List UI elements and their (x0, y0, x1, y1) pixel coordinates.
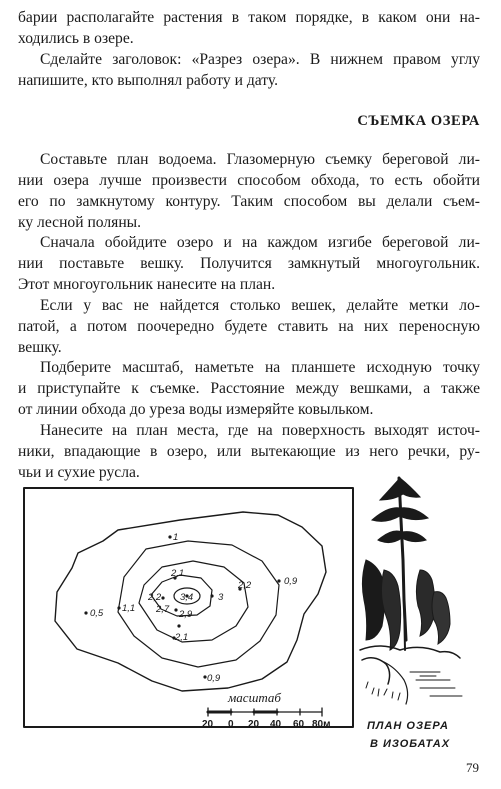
text-line: и приступайте к съемке. Расстояние между вешками, а также (18, 380, 480, 397)
text-line: чьи и сухие русла. (18, 464, 140, 481)
scale-tick: 20 (202, 719, 214, 730)
text-line: Этот многоугольник нанесите на план. (18, 276, 276, 293)
page-number: 79 (466, 760, 479, 775)
depth-label: 0,5 (90, 608, 104, 619)
text-line: ники, впадающие в озеро, или вытекающие из него речки, ру- (18, 443, 480, 460)
depth-label: 2,1 (171, 568, 185, 579)
scale-title: масштаб (228, 690, 281, 705)
figure-caption-line1: ПЛАН ОЗЕРА (367, 720, 449, 732)
depth-label: 1 (173, 532, 179, 543)
text-line: его по замкнутому контуру. Таким способом вы делали съем- (18, 193, 480, 210)
depth-labels (90, 532, 298, 684)
text-line: напишите, кто выполнял работу и дату. (18, 72, 279, 89)
text-line: нии поставьте вешку. Получится замкнутый многоугольник. (18, 255, 480, 272)
text-line: Нанесите на план места, где на поверхность выходят источ- (40, 422, 480, 439)
depth-label: 3,4 (180, 592, 194, 603)
isobath-1m (118, 541, 279, 667)
depth-label: 0,9 (284, 576, 298, 587)
depth-label: 1,1 (122, 603, 136, 614)
depth-label: 2,2 (238, 580, 252, 591)
tree-illustration (360, 478, 462, 704)
depth-points (84, 535, 280, 678)
depth-label: 2,2 (148, 592, 162, 603)
scale-tick: 80м (312, 719, 331, 730)
text-line: ходились в озере. (18, 30, 134, 47)
figure-caption-line2: В ИЗОБАТАХ (370, 738, 451, 750)
text-line: от линии обхода до уреза воды измеряйте ковыльком. (18, 401, 374, 418)
scale-bar (208, 708, 322, 716)
scale-tick: 60 (293, 719, 305, 730)
text-line: Составьте план водоема. Глазомерную съемку береговой ли- (40, 151, 480, 168)
text-line: вешку. (18, 339, 62, 356)
text-line: Сначала обойдите озеро и на каждом изгибе береговой ли- (40, 234, 480, 251)
scale-tick: 0 (228, 719, 234, 730)
depth-label: 0,9 (207, 673, 221, 684)
depth-label: 2,7 (156, 604, 170, 615)
text-line: нии озера лучше произвести способом обхода, то есть обойти (18, 172, 480, 189)
text-line: патой, а потом поочередно будете ставить на них переносную (18, 318, 480, 335)
section-heading: СЪЕМКА ОЗЕРА (357, 113, 480, 129)
scale-tick: 40 (270, 719, 282, 730)
scale-ticks (202, 719, 331, 730)
text-line: Подберите масштаб, наметьте на планшете исходную точку (40, 359, 480, 376)
depth-label: 2,9 (179, 609, 193, 620)
scale-tick: 20 (248, 719, 260, 730)
depth-label: 2,1 (175, 632, 189, 643)
text-line: Если у вас не найдется столько вешек, делайте метки ло- (40, 297, 480, 314)
text-line: ку лесной поляны. (18, 214, 142, 231)
depth-label: 3 (218, 592, 224, 603)
text-line: барии располагайте растения в таком порядке, в каком они на- (18, 9, 480, 26)
text-line: Сделайте заголовок: «Разрез озера». В нижнем правом углу (40, 51, 480, 68)
